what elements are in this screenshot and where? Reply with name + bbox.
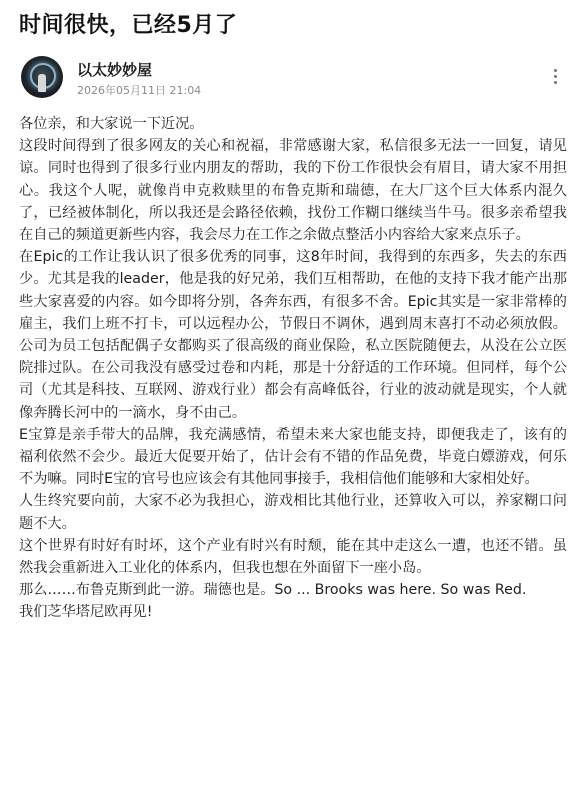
post-paragraph: 各位亲，和大家说一下近况。 <box>19 116 204 132</box>
avatar[interactable] <box>21 56 63 98</box>
post-timestamp: 2026年05月11日 21:04 <box>77 84 202 97</box>
post-paragraph: 在Epic的工作让我认识了很多优秀的同事，这8年时间，我得到的东西多，失去的东西少。尤其是我的leader，他是我的好兄弟，我们互相帮助，在他的支持下我才能产出那些大家喜爱的内容。如今即将分别，各奔东西，有很多不舍。Epic其实是一家非常棒的雇主，我们上班不打卡，可以远程办公，节假日不调休，遇到周末喜打不动必须放假。公司为员工包括配偶子女都购买了很高级的商业保险，私立医院随便去，从没在公立医院排过队。在公司我没有感受过卷和内耗，那是十分舒适的工作环境。但同样，每个公司（尤其是科技、互联网、游戏行业）都会有高峰低谷，行业的波动就是现实，个人就像奔腾长河中的一滴水，身不由己。 <box>19 249 567 421</box>
post-title: 时间很快，已经5月了 <box>19 13 238 38</box>
post-paragraph: 那么……布鲁克斯到此一游。瑞德也是。So ... Brooks was here. So was Red. <box>19 582 527 599</box>
more-vertical-icon[interactable] <box>545 64 565 88</box>
post-paragraph: 这段时间得到了很多网友的关心和祝福，非常感谢大家，私信很多无法一一回复，请见谅。同时也得到了很多行业内朋友的帮助，我的下份工作很快会有眉目，请大家不用担心。我这个人呢，就像肖申克救赎里的布鲁克斯和瑞德，在大厂这个巨大体系内混久了，已经被体制化，所以我还是会路径依赖，找份工作糊口继续当牛马。很多亲希望我在自己的频道更新些内容，我会尽力在工作之余做点整活小内容给大家来点乐子。 <box>19 138 567 244</box>
avatar-figure <box>38 74 46 92</box>
post-paragraph: 这个世界有时好有时坏，这个产业有时兴有时颓，能在其中走这么一遭，也还不错。虽然我会重新进入工业化的体系内，但我也想在外面留下一座小岛。 <box>19 537 567 577</box>
post-body <box>19 113 567 624</box>
post-paragraph: 人生终究要向前，大家不必为我担心，游戏相比其他行业，还算收入可以，养家糊口问题不大。 <box>19 493 567 532</box>
post-paragraph: E宝算是亲手带大的品牌，我充满感情，希望未来大家也能支持，即便我走了，该有的福利依然不会少。最近大促要开始了，估计会有不错的作品免费，毕竟白嫖游戏，何乐不为嘛。同时E宝的官号也应该会有其他同事接手，我相信他们能够和大家相处好。 <box>19 426 567 488</box>
post-paragraph: 我们芝华塔尼欧再见! <box>19 604 153 621</box>
author-row <box>19 56 565 100</box>
author-name[interactable]: 以太妙妙屋 <box>77 61 153 79</box>
